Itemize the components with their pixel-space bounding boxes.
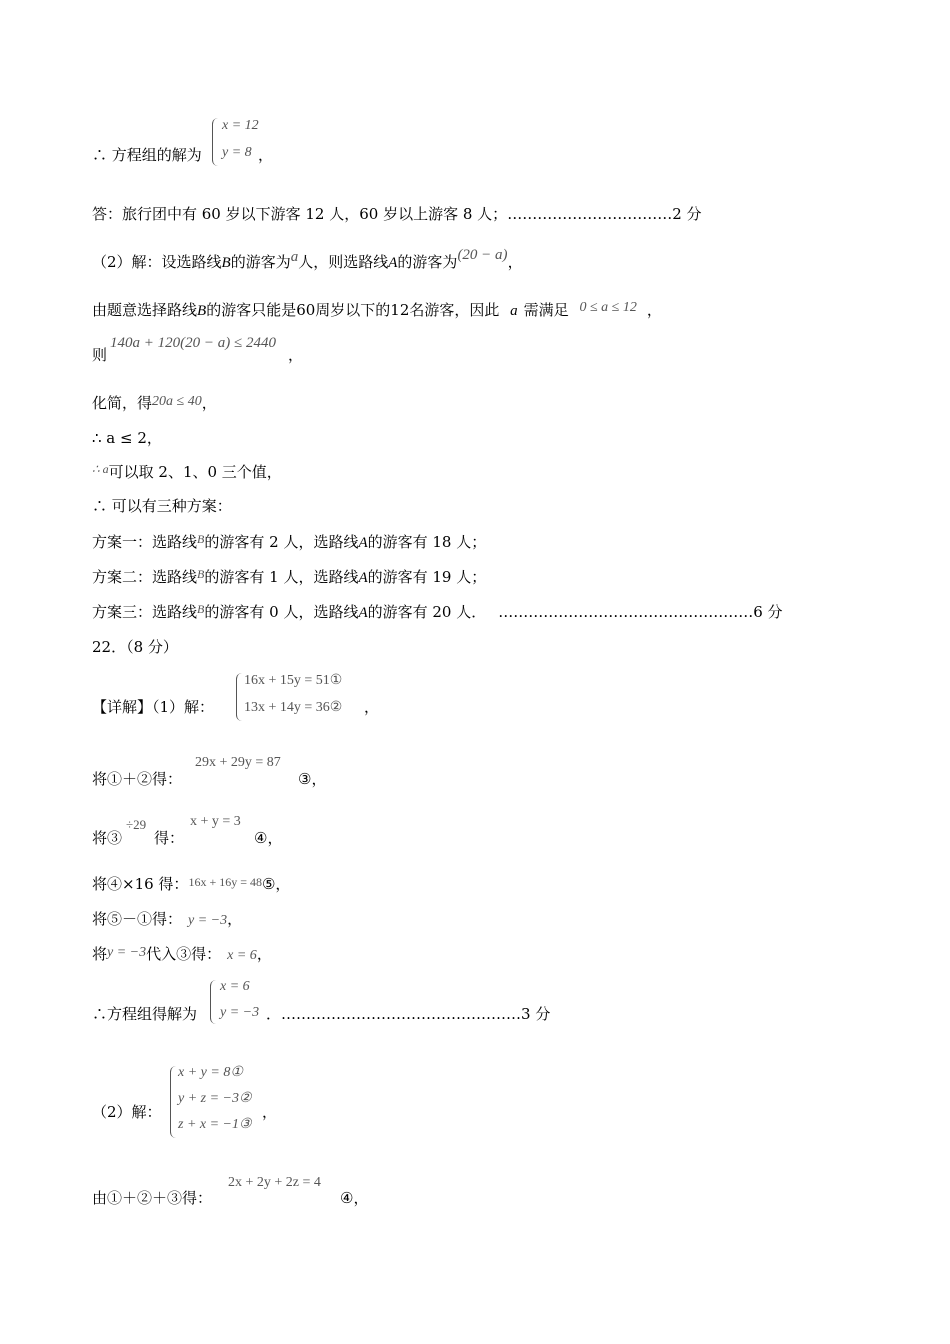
- part2-line2: [92, 300, 662, 322]
- then-comma: ，: [288, 346, 304, 364]
- expr-20a: 20a ≤ 40: [152, 394, 202, 409]
- ineq-range: 0 ≤ a ≤ 12: [579, 300, 637, 315]
- p2-eq3: z + x = −1③: [178, 1117, 252, 1132]
- plan3-score: ……………………………………………6 分: [498, 603, 783, 621]
- text: 需满足: [523, 301, 569, 319]
- part2-line1: [92, 247, 523, 273]
- text: 化简，得: [92, 394, 153, 412]
- text: 的游客有 20 人．: [367, 603, 487, 621]
- brace-p2: [170, 1066, 177, 1138]
- step3: [92, 874, 290, 895]
- text: 将③: [92, 829, 123, 847]
- text: ，: [507, 253, 523, 271]
- var-a-route: A: [358, 570, 368, 586]
- p2-step1: 由①＋②＋③得：: [92, 1189, 213, 1207]
- q22-heading: 22．（8 分）: [92, 638, 178, 656]
- var-a-route: A: [358, 535, 368, 551]
- text: 的游客有 19 人；: [367, 568, 487, 586]
- step2-end: ④，: [254, 829, 283, 847]
- text: （2）解：设选路线: [92, 253, 222, 271]
- expr-y: y = −3: [107, 945, 147, 960]
- text: 的游客只能是60周岁以下的12名游客，因此: [206, 301, 500, 319]
- p2-eq1: x + y = 8①: [178, 1065, 243, 1080]
- p2-label: （2）解：: [92, 1103, 162, 1121]
- p2-eq2: y + z = −3②: [178, 1091, 252, 1106]
- text: 的游客有 1 人，选路线: [204, 568, 359, 586]
- brace-1: [212, 118, 219, 166]
- text: ，: [227, 910, 243, 928]
- text: 的游客有 18 人；: [367, 533, 487, 551]
- text: 得：: [154, 829, 185, 847]
- text: 由题意选择路线: [92, 301, 198, 319]
- c-x: x = 6: [220, 979, 250, 994]
- p2-step1-end: ④，: [340, 1189, 369, 1207]
- a-le-2: ∴ a ≤ 2，: [92, 429, 162, 447]
- brace-q22: [236, 673, 243, 721]
- answer-text: 答：旅行团中有 60 岁以下游客 12 人，60 岁以上游客 8 人；: [92, 205, 508, 223]
- c-prefix: ∴方程组得解为: [92, 1005, 198, 1023]
- c-score-text: …………………………………………3 分: [281, 1005, 551, 1023]
- var-b: B: [197, 602, 205, 616]
- conclusion-1: ∴ 方程组的解为: [92, 146, 202, 164]
- p2-step1-expr: 2x + 2y + 2z = 4: [228, 1175, 321, 1190]
- text: 将⑤－①得：: [92, 910, 183, 928]
- text: 人，则选路线: [298, 253, 389, 271]
- text: 可以取 2、1、0 三个值，: [108, 463, 282, 481]
- text: ，: [256, 945, 272, 963]
- var-a-route: A: [388, 255, 398, 271]
- simplify-line: [92, 393, 217, 415]
- step5: [92, 944, 272, 966]
- sys-y-1: y = 8: [222, 145, 252, 160]
- var-b: B: [221, 255, 231, 271]
- var-a-route: A: [358, 605, 368, 621]
- plan-3: [92, 602, 783, 623]
- text: ，: [201, 394, 217, 412]
- comma-1: ，: [258, 146, 274, 164]
- step2-div: ÷29: [126, 817, 147, 832]
- text: ．: [266, 1005, 282, 1023]
- expr-y: y = −3: [188, 913, 228, 928]
- q22-eq1: 16x + 15y = 51①: [244, 673, 343, 688]
- step4: [92, 909, 242, 931]
- text: 的游客为: [230, 253, 291, 271]
- c-score: [266, 1004, 550, 1024]
- then-label: 则: [92, 346, 108, 364]
- p2-end: ，: [262, 1103, 278, 1121]
- text: 将: [92, 945, 108, 963]
- therefore-a: ∴ a: [92, 462, 109, 476]
- sys-x-1: x = 12: [222, 118, 259, 133]
- var-b: B: [197, 532, 205, 546]
- three-plans: ∴ 可以有三种方案：: [92, 497, 232, 515]
- text: 的游客有 0 人，选路线: [204, 603, 359, 621]
- answer-score: ……………………………2 分: [507, 205, 702, 223]
- text: ⑤，: [261, 875, 291, 893]
- q22-eq2: 13x + 14y = 36②: [244, 700, 343, 715]
- step1-expr: 29x + 29y = 87: [195, 755, 281, 770]
- step1: [92, 769, 182, 789]
- var-a: a: [290, 249, 299, 265]
- text: 的游客为: [397, 253, 458, 271]
- text: 方案二：选路线: [92, 568, 198, 586]
- step1-end: ③，: [298, 770, 327, 788]
- var-b: B: [197, 303, 207, 319]
- a-values: [92, 462, 282, 483]
- text: 代入③得：: [146, 945, 222, 963]
- q22-eq-end: ，: [364, 698, 380, 716]
- c-y: y = −3: [220, 1005, 260, 1020]
- inequality-main: 140a + 120(20 − a) ≤ 2440: [110, 335, 276, 351]
- text: 将①＋②得：: [92, 770, 183, 788]
- detail-label-text: 【详解】（1）解：: [92, 698, 215, 716]
- step2: [92, 828, 184, 848]
- expr-20-a: (20 − a): [457, 247, 508, 263]
- brace-conclusion: [210, 980, 217, 1024]
- detail-label: [92, 697, 214, 717]
- text: 方案三：选路线: [92, 603, 198, 621]
- text: 将④×16 得：: [92, 875, 189, 893]
- text: 方案一：选路线: [92, 533, 198, 551]
- var-a: a: [510, 303, 518, 319]
- answer-line: [92, 204, 702, 224]
- plan-1: [92, 532, 486, 553]
- plan-2: [92, 567, 486, 588]
- var-b: B: [197, 567, 205, 581]
- step2-expr: x + y = 3: [190, 814, 241, 829]
- expr-48: 16x + 16y = 48: [188, 875, 262, 889]
- text: 的游客有 2 人，选路线: [204, 533, 359, 551]
- expr-x: x = 6: [227, 948, 257, 963]
- text: ，: [646, 301, 662, 319]
